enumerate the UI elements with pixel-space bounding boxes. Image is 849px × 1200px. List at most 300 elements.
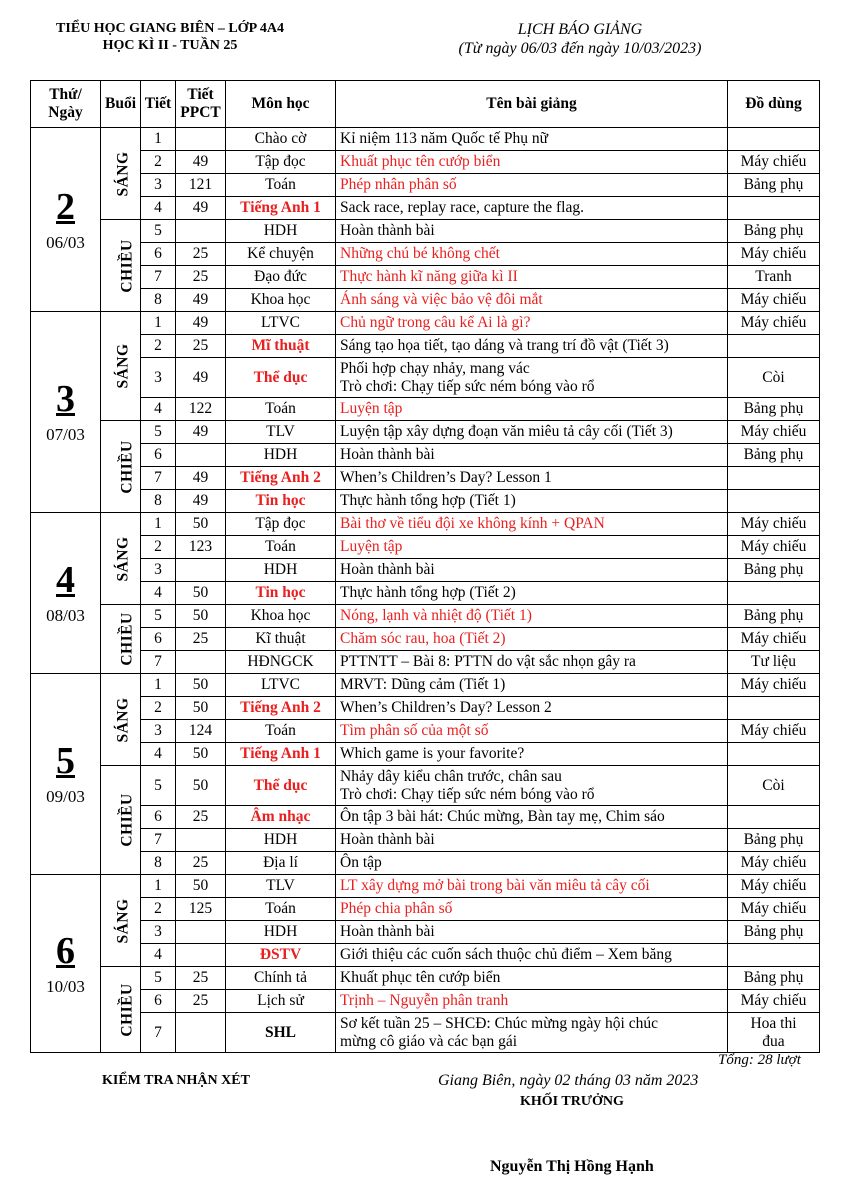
total-count: Tổng: 28 lượt: [718, 1052, 801, 1068]
equipment-line: Tranh: [755, 268, 792, 285]
day-date: 06/03: [46, 232, 85, 252]
session-label: CHIỀU: [118, 793, 136, 847]
period-cell: 6: [141, 990, 176, 1013]
equipment-line: Máy chiếu: [740, 992, 807, 1009]
equipment-line: Còi: [762, 776, 785, 794]
ppct-cell: 49: [176, 467, 226, 490]
signer-name: Nguyễn Thị Hồng Hạnh: [490, 1158, 654, 1175]
lesson-cell: [336, 335, 728, 358]
table-row: [31, 220, 820, 243]
period-cell: 7: [141, 467, 176, 490]
period-cell: 1: [141, 513, 176, 536]
table-row: [31, 697, 820, 720]
equipment-cell: [728, 1013, 820, 1053]
subject-cell: Mĩ thuật: [226, 335, 336, 358]
subject-cell: Tiếng Anh 2: [226, 697, 336, 720]
equipment-cell: [728, 898, 820, 921]
table-row: [31, 151, 820, 174]
table-row: [31, 335, 820, 358]
lesson-cell: [336, 605, 728, 628]
ppct-cell: 50: [176, 605, 226, 628]
equipment-line: Tư liệu: [751, 653, 796, 670]
lesson-cell: [336, 421, 728, 444]
day-cell: [31, 312, 101, 513]
schedule-body: [31, 128, 820, 1053]
table-row: [31, 266, 820, 289]
role-label: KHỐI TRƯỞNG: [520, 1094, 624, 1109]
equipment-cell: [728, 513, 820, 536]
equipment-line: Máy chiếu: [740, 515, 807, 532]
period-cell: 6: [141, 628, 176, 651]
equipment-cell: [728, 990, 820, 1013]
equipment-line: Bảng phụ: [743, 176, 804, 193]
equipment-cell: [728, 467, 820, 490]
period-cell: 5: [141, 220, 176, 243]
lesson-line: Sack race, replay race, capture the flag.: [340, 199, 584, 216]
table-row: [31, 398, 820, 421]
lesson-cell: [336, 243, 728, 266]
equipment-line: Bảng phụ: [743, 400, 804, 417]
equipment-cell: [728, 921, 820, 944]
lesson-line: LT xây dựng mở bài trong bài văn miêu tả cây cối: [340, 877, 650, 894]
period-cell: 6: [141, 806, 176, 829]
lesson-line: Ánh sáng và việc bảo vệ đôi mắt: [340, 291, 543, 308]
ppct-cell: [176, 944, 226, 967]
ppct-cell: 49: [176, 490, 226, 513]
lesson-line: Thực hành tổng hợp (Tiết 2): [340, 584, 516, 601]
period-cell: 3: [141, 559, 176, 582]
lesson-cell: [336, 513, 728, 536]
table-row: [31, 766, 820, 806]
lesson-cell: [336, 536, 728, 559]
session-chieu: [101, 421, 141, 513]
equipment-line: Máy chiếu: [740, 423, 807, 440]
lesson-cell: [336, 921, 728, 944]
period-cell: 1: [141, 128, 176, 151]
lesson-cell: [336, 197, 728, 220]
table-row: [31, 921, 820, 944]
equipment-line: Bảng phụ: [743, 222, 804, 239]
subject-cell: SHL: [226, 1013, 336, 1053]
session-label: SÁNG: [114, 535, 132, 582]
equipment-cell: [728, 674, 820, 697]
lesson-cell: [336, 674, 728, 697]
lesson-line: Nhảy dây kiểu chân trước, chân sau: [340, 767, 562, 785]
subject-cell: Tập đọc: [226, 513, 336, 536]
subject-cell: Lịch sử: [226, 990, 336, 1013]
table-row: [31, 875, 820, 898]
equipment-line: Bảng phụ: [743, 561, 804, 578]
day-number: 6: [56, 929, 75, 972]
period-cell: 4: [141, 398, 176, 421]
lesson-cell: [336, 743, 728, 766]
period-cell: 8: [141, 289, 176, 312]
equipment-cell: [728, 335, 820, 358]
lesson-cell: [336, 852, 728, 875]
equipment-cell: [728, 220, 820, 243]
equipment-cell: [728, 536, 820, 559]
period-cell: 8: [141, 852, 176, 875]
school-line: TIỂU HỌC GIANG BIÊN – LỚP 4A4: [56, 21, 284, 36]
subject-cell: Khoa học: [226, 605, 336, 628]
table-row: [31, 444, 820, 467]
lesson-line: Ôn tập: [340, 854, 382, 871]
lesson-cell: [336, 875, 728, 898]
period-cell: 7: [141, 1013, 176, 1053]
col-ppct: Tiết PPCT: [176, 81, 226, 128]
equipment-line: Bảng phụ: [743, 446, 804, 463]
period-cell: 4: [141, 582, 176, 605]
equipment-line: Còi: [762, 368, 785, 386]
session-sang: [101, 875, 141, 967]
lesson-line: Hoàn thành bài: [340, 561, 435, 578]
equipment-line: Máy chiếu: [740, 538, 807, 555]
col-session: Buổi: [101, 81, 141, 128]
period-cell: 3: [141, 358, 176, 398]
equipment-cell: [728, 967, 820, 990]
day-number: 4: [56, 559, 75, 601]
ppct-cell: [176, 444, 226, 467]
equipment-cell: [728, 743, 820, 766]
subject-cell: Kĩ thuật: [226, 628, 336, 651]
lesson-cell: [336, 312, 728, 335]
equipment-line: Máy chiếu: [740, 314, 807, 331]
lesson-cell: [336, 720, 728, 743]
equipment-cell: [728, 852, 820, 875]
lesson-cell: [336, 174, 728, 197]
table-row: [31, 651, 820, 674]
equipment-line: Máy chiếu: [740, 676, 807, 693]
lesson-line: Sơ kết tuần 25 – SHCĐ: Chúc mừng ngày hội chúc: [340, 1014, 658, 1032]
lesson-line: PTTNTT – Bài 8: PTTN do vật sắc nhọn gây ra: [340, 653, 636, 670]
ppct-cell: 49: [176, 289, 226, 312]
lesson-cell: [336, 467, 728, 490]
subject-cell: ĐSTV: [226, 944, 336, 967]
subject-cell: Tiếng Anh 1: [226, 197, 336, 220]
subject-cell: Kể chuyện: [226, 243, 336, 266]
lesson-line: Giới thiệu các cuốn sách thuộc chủ điểm – Xem băng: [340, 946, 672, 963]
subject-cell: Toán: [226, 174, 336, 197]
table-row: [31, 536, 820, 559]
day-date: 09/03: [46, 787, 85, 806]
subject-cell: TLV: [226, 421, 336, 444]
ppct-cell: 49: [176, 197, 226, 220]
period-cell: 7: [141, 829, 176, 852]
period-cell: 2: [141, 335, 176, 358]
ppct-cell: 49: [176, 358, 226, 398]
ppct-cell: 122: [176, 398, 226, 421]
equipment-cell: [728, 875, 820, 898]
equipment-line: Máy chiếu: [740, 877, 807, 894]
lesson-line: Trịnh – Nguyễn phân tranh: [340, 992, 509, 1009]
equipment-cell: [728, 421, 820, 444]
period-cell: 3: [141, 921, 176, 944]
lesson-line: Sáng tạo họa tiết, tạo dáng và trang trí đồ vật (Tiết 3): [340, 337, 669, 354]
ppct-cell: [176, 921, 226, 944]
day-number: 3: [56, 378, 75, 420]
subject-cell: Thể dục: [226, 766, 336, 806]
review-label: KIỂM TRA NHẬN XÉT: [102, 1073, 250, 1088]
lesson-line: Phép nhân phân số: [340, 176, 457, 193]
session-chieu: [101, 605, 141, 674]
ppct-cell: 50: [176, 766, 226, 806]
subject-cell: HDH: [226, 921, 336, 944]
equipment-cell: [728, 358, 820, 398]
lesson-line: Luyện tập: [340, 400, 403, 417]
period-cell: 1: [141, 312, 176, 335]
equipment-cell: [728, 582, 820, 605]
date-range: (Từ ngày 06/03 đến ngày 10/03/2023): [458, 40, 702, 57]
lesson-line: Khuất phục tên cướp biển: [340, 153, 501, 170]
period-cell: 5: [141, 605, 176, 628]
subject-cell: HDH: [226, 829, 336, 852]
equipment-cell: [728, 806, 820, 829]
period-cell: 7: [141, 651, 176, 674]
subject-cell: HDH: [226, 559, 336, 582]
session-label: SÁNG: [114, 343, 132, 389]
col-lesson: Tên bài giảng: [336, 81, 728, 128]
subject-cell: Toán: [226, 898, 336, 921]
col-subject: Môn học: [226, 81, 336, 128]
lesson-line: Hoàn thành bài: [340, 446, 435, 463]
day-date: 10/03: [46, 976, 85, 996]
lesson-cell: [336, 444, 728, 467]
period-cell: 1: [141, 674, 176, 697]
session-label: SÁNG: [114, 696, 132, 743]
equipment-cell: [728, 174, 820, 197]
school-header: [20, 20, 320, 54]
subject-cell: LTVC: [226, 312, 336, 335]
ppct-cell: 50: [176, 743, 226, 766]
equipment-line: Bảng phụ: [743, 923, 804, 940]
lesson-line: Kỉ niệm 113 năm Quốc tế Phụ nữ: [340, 130, 549, 147]
subject-cell: Toán: [226, 720, 336, 743]
period-cell: 6: [141, 444, 176, 467]
equipment-cell: [728, 444, 820, 467]
table-row: [31, 358, 820, 398]
lesson-line: When’s Children’s Day? Lesson 2: [340, 699, 552, 716]
lesson-cell: [336, 582, 728, 605]
ppct-cell: 25: [176, 335, 226, 358]
ppct-cell: 25: [176, 806, 226, 829]
table-row: [31, 513, 820, 536]
ppct-cell: [176, 829, 226, 852]
equipment-line: đua: [762, 1032, 785, 1050]
period-cell: 6: [141, 243, 176, 266]
lesson-line: Khuất phục tên cướp biển: [340, 969, 501, 986]
col-equipment: Đồ dùng: [728, 81, 820, 128]
period-cell: 2: [141, 151, 176, 174]
day-cell: [31, 875, 101, 1053]
col-period: Tiết: [141, 81, 176, 128]
table-row: [31, 605, 820, 628]
ppct-cell: 49: [176, 312, 226, 335]
lesson-cell: [336, 128, 728, 151]
subject-cell: Chào cờ: [226, 128, 336, 151]
lesson-cell: [336, 651, 728, 674]
lesson-line: Phối hợp chạy nhảy, mang vác: [340, 359, 530, 377]
subject-cell: Tiếng Anh 1: [226, 743, 336, 766]
lesson-line: MRVT: Dũng cảm (Tiết 1): [340, 676, 506, 693]
lesson-cell: [336, 490, 728, 513]
day-cell: [31, 128, 101, 312]
session-label: CHIỀU: [118, 612, 136, 666]
ppct-cell: 25: [176, 990, 226, 1013]
lesson-cell: [336, 559, 728, 582]
day-date: 07/03: [46, 425, 85, 444]
equipment-line: Máy chiếu: [740, 722, 807, 739]
period-cell: 7: [141, 266, 176, 289]
period-cell: 2: [141, 697, 176, 720]
lesson-cell: [336, 151, 728, 174]
equipment-line: Bảng phụ: [743, 607, 804, 624]
lesson-line: Ôn tập 3 bài hát: Chúc mừng, Bàn tay mẹ, Chim sáo: [340, 808, 665, 825]
equipment-cell: [728, 490, 820, 513]
equipment-cell: [728, 128, 820, 151]
lesson-line: Thực hành tổng hợp (Tiết 1): [340, 492, 516, 509]
table-row: [31, 559, 820, 582]
session-label: CHIỀU: [118, 982, 136, 1037]
lesson-line: Những chú bé không chết: [340, 245, 500, 262]
lesson-cell: [336, 1013, 728, 1053]
ppct-cell: 25: [176, 852, 226, 875]
lesson-line: Which game is your favorite?: [340, 745, 525, 762]
ppct-cell: 25: [176, 243, 226, 266]
equipment-cell: [728, 944, 820, 967]
day-cell: [31, 674, 101, 875]
lesson-cell: [336, 766, 728, 806]
ppct-cell: 25: [176, 967, 226, 990]
lesson-line: Chủ ngữ trong câu kể Ai là gì?: [340, 314, 531, 331]
subject-cell: HDH: [226, 220, 336, 243]
session-chieu: [101, 220, 141, 312]
equipment-cell: [728, 829, 820, 852]
equipment-cell: [728, 605, 820, 628]
lesson-line: Hoàn thành bài: [340, 831, 435, 848]
ppct-cell: 25: [176, 628, 226, 651]
ppct-cell: 124: [176, 720, 226, 743]
ppct-cell: [176, 1013, 226, 1053]
period-cell: 2: [141, 898, 176, 921]
table-row: [31, 806, 820, 829]
equipment-cell: [728, 766, 820, 806]
title-header: [420, 20, 740, 58]
table-row: [31, 720, 820, 743]
subject-cell: HDH: [226, 444, 336, 467]
ppct-cell: 49: [176, 151, 226, 174]
table-row: [31, 243, 820, 266]
table-row: [31, 628, 820, 651]
equipment-cell: [728, 651, 820, 674]
subject-cell: Địa lí: [226, 852, 336, 875]
ppct-cell: 50: [176, 875, 226, 898]
table-row: [31, 490, 820, 513]
period-cell: 5: [141, 967, 176, 990]
period-cell: 4: [141, 944, 176, 967]
header-row: [31, 81, 820, 128]
equipment-line: Máy chiếu: [740, 630, 807, 647]
equipment-cell: [728, 628, 820, 651]
lesson-cell: [336, 628, 728, 651]
ppct-cell: 50: [176, 697, 226, 720]
period-cell: 4: [141, 197, 176, 220]
lesson-line: When’s Children’s Day? Lesson 1: [340, 469, 552, 486]
lesson-line: Tìm phân số của một số: [340, 722, 489, 739]
lesson-line: Hoàn thành bài: [340, 923, 435, 940]
table-row: [31, 967, 820, 990]
session-sang: [101, 312, 141, 421]
term-line: HỌC KÌ II - TUẦN 25: [102, 38, 238, 53]
lesson-cell: [336, 806, 728, 829]
equipment-line: Bảng phụ: [743, 969, 804, 986]
table-row: [31, 289, 820, 312]
period-cell: 5: [141, 766, 176, 806]
equipment-cell: [728, 243, 820, 266]
col-day: Thứ/ Ngày: [31, 81, 101, 128]
equipment-cell: [728, 289, 820, 312]
subject-cell: Khoa học: [226, 289, 336, 312]
ppct-cell: 25: [176, 266, 226, 289]
table-row: [31, 990, 820, 1013]
equipment-line: Máy chiếu: [740, 245, 807, 262]
equipment-cell: [728, 266, 820, 289]
table-row: [31, 1013, 820, 1053]
ppct-cell: 49: [176, 421, 226, 444]
lesson-cell: [336, 289, 728, 312]
session-label: SÁNG: [114, 897, 132, 944]
equipment-line: Hoa thi: [750, 1014, 797, 1032]
subject-cell: Chính tả: [226, 967, 336, 990]
table-row: [31, 743, 820, 766]
lesson-cell: [336, 266, 728, 289]
schedule-table: [30, 80, 820, 1053]
subject-cell: Tiếng Anh 2: [226, 467, 336, 490]
period-cell: 4: [141, 743, 176, 766]
period-cell: 8: [141, 490, 176, 513]
ppct-cell: [176, 559, 226, 582]
table-row: [31, 174, 820, 197]
equipment-cell: [728, 312, 820, 335]
ppct-cell: 125: [176, 898, 226, 921]
period-cell: 1: [141, 875, 176, 898]
place-date: Giang Biên, ngày 02 tháng 03 năm 2023: [438, 1072, 699, 1089]
equipment-line: Máy chiếu: [740, 153, 807, 170]
session-chieu: [101, 766, 141, 875]
table-row: [31, 421, 820, 444]
table-row: [31, 128, 820, 151]
equipment-cell: [728, 559, 820, 582]
session-chieu: [101, 967, 141, 1053]
subject-cell: Tập đọc: [226, 151, 336, 174]
lesson-line: Trò chơi: Chạy tiếp sức ném bóng vào rổ: [340, 785, 595, 803]
lesson-line: Chăm sóc rau, hoa (Tiết 2): [340, 630, 506, 647]
lesson-cell: [336, 944, 728, 967]
lesson-cell: [336, 398, 728, 421]
ppct-cell: 50: [176, 674, 226, 697]
subject-cell: TLV: [226, 875, 336, 898]
page-title: LỊCH BÁO GIẢNG: [517, 21, 643, 38]
table-row: [31, 467, 820, 490]
session-label: SÁNG: [114, 150, 132, 197]
lesson-line: Nóng, lạnh và nhiệt độ (Tiết 1): [340, 607, 532, 624]
table-row: [31, 582, 820, 605]
lesson-cell: [336, 967, 728, 990]
table-row: [31, 197, 820, 220]
lesson-line: Trò chơi: Chạy tiếp sức ném bóng vào rổ: [340, 377, 595, 395]
lesson-line: Thực hành kĩ năng giữa kì II: [340, 268, 518, 285]
subject-cell: Tin học: [226, 582, 336, 605]
equipment-line: Máy chiếu: [740, 900, 807, 917]
